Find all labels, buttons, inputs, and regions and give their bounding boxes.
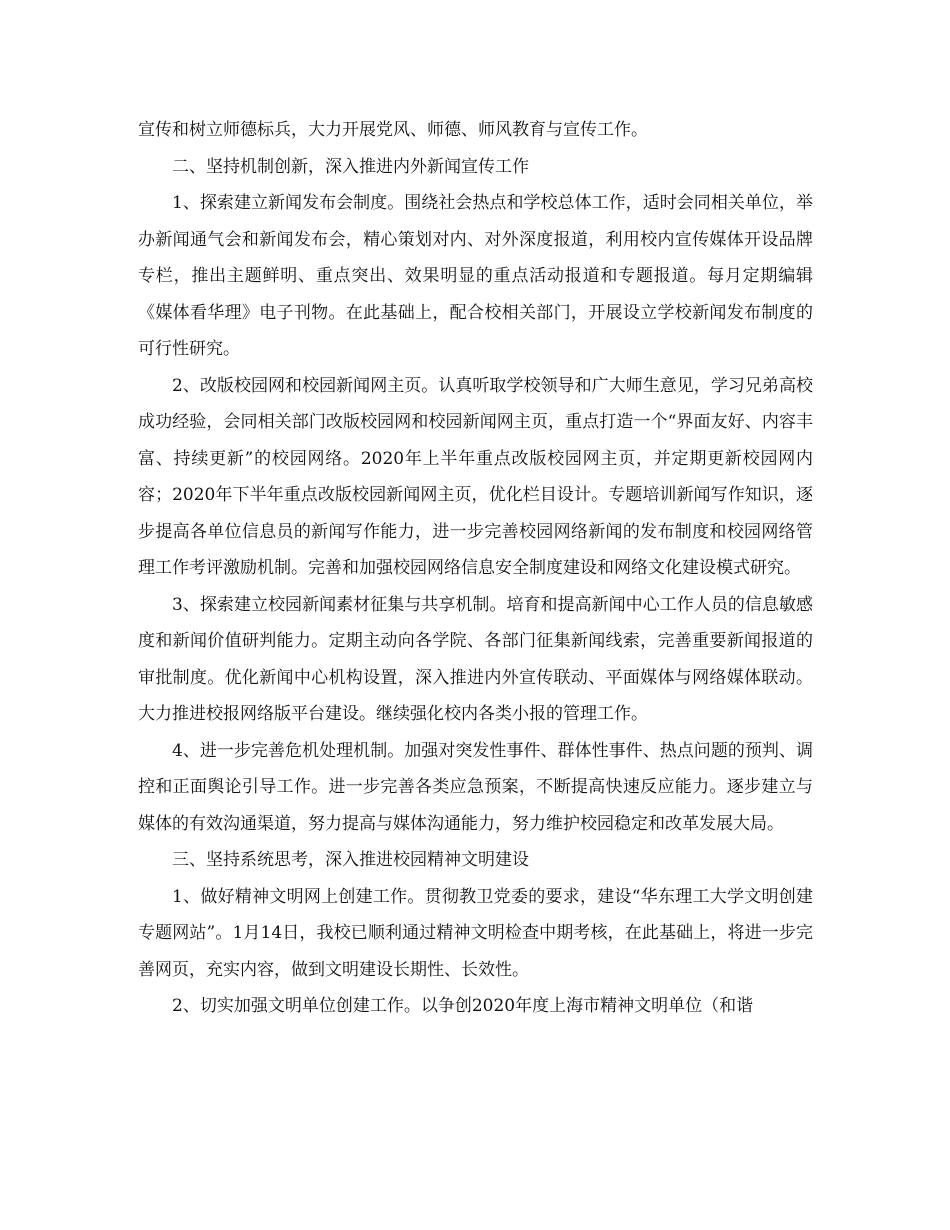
paragraph-continuation: 宣传和树立师德标兵，大力开展党风、师德、师风教育与宣传工作。 (138, 120, 648, 140)
document-body (138, 112, 813, 1025)
paragraph-news-sharing: 3、探索建立校园新闻素材征集与共享机制。培育和提高新闻中心工作人员的信息敏感度和新闻价值研判能力。定期主动向各学院、各部门征集新闻线索，完善重要新闻报道的审批制度。优化新闻中心机构设置，深入推进内外宣传联动、平面媒体与网络媒体联动。大力推进校报网络版平台建设。继续强化校内各类小报的管理工作。 (138, 594, 813, 724)
section-heading-two: 二、坚持机制创新，深入推进内外新闻宣传工作 (172, 156, 529, 177)
paragraph-online-civilization: 1、做好精神文明网上创建工作。贯彻教卫党委的要求，建设“华东理工大学文明创建专题网站”。1月14日，我校已顺利通过精神文明检查中期考核，在此基础上，将进一步完善网页，充实内容，做到文明建设长期性、长效性。 (138, 886, 813, 980)
paragraph-website-revamp: 2、改版校园网和校园新闻网主页。认真听取学校领导和广大师生意见，学习兄弟高校成功经验，会同相关部门改版校园网和校园新闻网主页，重点打造一个“界面友好、内容丰富、持续更新”的校园网络。2020年上半年重点改版校园网主页，并定期更新校园网内容；2020年下半年重点改版校园新闻网主页，优化栏目设计。专题培训新闻写作知识，逐步提高各单位信息员的新闻写作能力，进一步完善校园网络新闻的发布制度和校园网络管理工作考评激励机制。完善和加强校园网络信息安全制度建设和网络文化建设模式研究。 (138, 375, 813, 578)
paragraph-press-conference: 1、探索建立新闻发布会制度。围绕社会热点和学校总体工作，适时会同相关单位，举办新闻通气会和新闻发布会，精心策划对内、对外深度报道，利用校内宣传媒体开设品牌专栏，推出主题鲜明、重点突出、效果明显的重点活动报道和专题报道。每月定期编辑《媒体看华理》电子刊物。在此基础上，配合校相关部门，开展设立学校新闻发布制度的可行性研究。 (138, 193, 813, 359)
paragraph-civilized-unit: 2、切实加强文明单位创建工作。以争创2020年度上海市精神文明单位（和谐 (172, 996, 754, 1016)
paragraph-crisis-handling: 4、进一步完善危机处理机制。加强对突发性事件、群体性事件、热点问题的预判、调控和正面舆论引导工作。进一步完善各类应急预案，不断提高快速反应能力。逐步建立与媒体的有效沟通渠道，努力提高与媒体沟通能力，努力维护校园稳定和改革发展大局。 (138, 740, 813, 834)
section-heading-three: 三、坚持系统思考，深入推进校园精神文明建设 (172, 850, 529, 870)
